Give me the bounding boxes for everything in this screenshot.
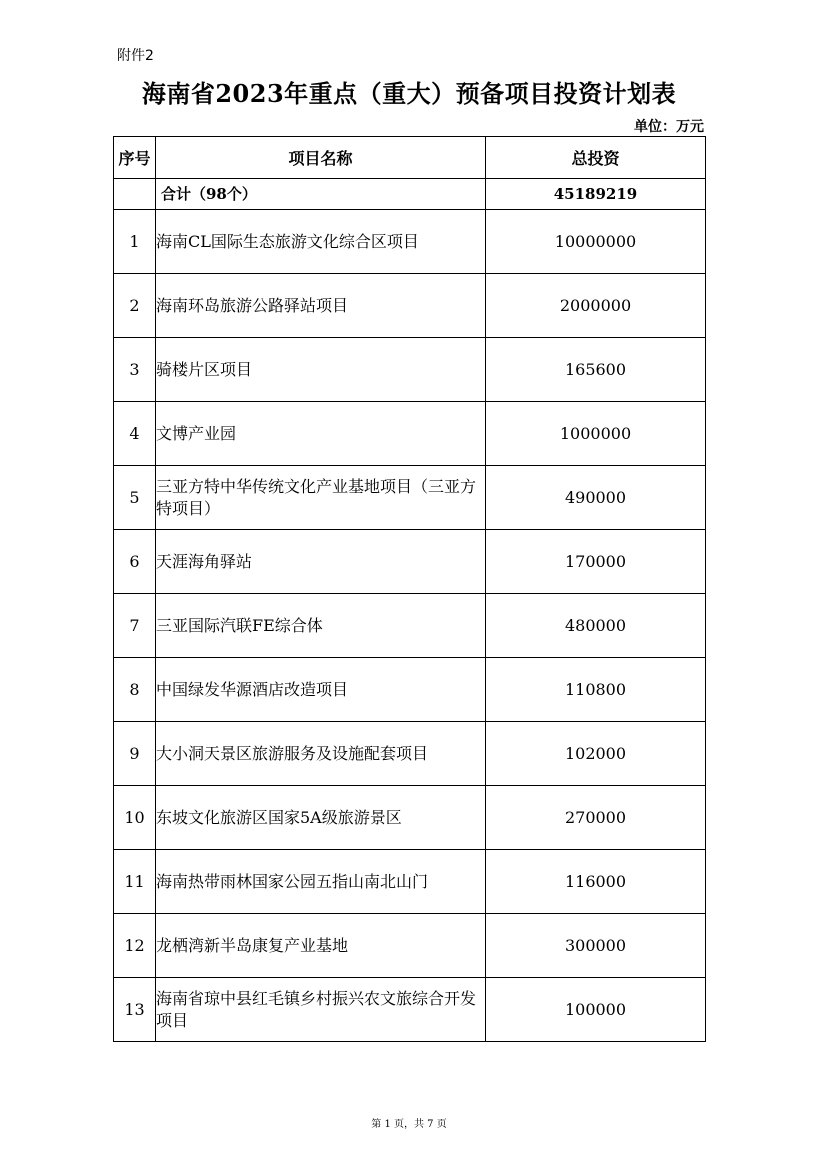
unit-label: 单位：万元 xyxy=(634,119,704,135)
page-footer: 第 1 页，共 7 页 xyxy=(371,1119,447,1130)
row-index: 9 xyxy=(114,722,156,786)
column-header-name: 项目名称 xyxy=(156,137,486,179)
row-index: 8 xyxy=(114,658,156,722)
row-index: 11 xyxy=(114,850,156,914)
row-index: 4 xyxy=(114,402,156,466)
table-row xyxy=(114,210,706,274)
table-row xyxy=(114,594,706,658)
column-header-investment: 总投资 xyxy=(486,137,706,179)
summary-label: 合计（98个） xyxy=(156,179,486,210)
total-investment: 2000000 xyxy=(486,274,706,338)
total-investment: 300000 xyxy=(486,914,706,978)
investment-plan-table xyxy=(113,136,706,1042)
row-index: 5 xyxy=(114,466,156,530)
table-row xyxy=(114,914,706,978)
summary-row xyxy=(114,179,706,210)
project-name: 三亚国际汽联FE综合体 xyxy=(156,594,486,658)
total-investment: 116000 xyxy=(486,850,706,914)
project-name: 文博产业园 xyxy=(156,402,486,466)
table-row xyxy=(114,466,706,530)
total-investment: 102000 xyxy=(486,722,706,786)
project-name: 龙栖湾新半岛康复产业基地 xyxy=(156,914,486,978)
row-index: 13 xyxy=(114,978,156,1042)
total-investment: 100000 xyxy=(486,978,706,1042)
table-row xyxy=(114,722,706,786)
total-investment: 480000 xyxy=(486,594,706,658)
attachment-label: 附件2 xyxy=(117,48,154,64)
total-investment: 10000000 xyxy=(486,210,706,274)
table-header-row xyxy=(114,137,706,179)
project-name: 大小洞天景区旅游服务及设施配套项目 xyxy=(156,722,486,786)
table-row xyxy=(114,530,706,594)
project-name: 海南热带雨林国家公园五指山南北山门 xyxy=(156,850,486,914)
total-investment: 1000000 xyxy=(486,402,706,466)
table-row xyxy=(114,786,706,850)
table-row xyxy=(114,658,706,722)
column-header-index: 序号 xyxy=(114,137,156,179)
table-row xyxy=(114,274,706,338)
table-row xyxy=(114,978,706,1042)
project-name: 天涯海角驿站 xyxy=(156,530,486,594)
table-row xyxy=(114,850,706,914)
page-title: 海南省2023年重点（重大）预备项目投资计划表 xyxy=(141,79,677,108)
project-name: 中国绿发华源酒店改造项目 xyxy=(156,658,486,722)
project-name: 三亚方特中华传统文化产业基地项目（三亚方特项目） xyxy=(156,466,486,530)
project-name: 东坡文化旅游区国家5A级旅游景区 xyxy=(156,786,486,850)
row-index: 10 xyxy=(114,786,156,850)
row-index: 7 xyxy=(114,594,156,658)
summary-total: 45189219 xyxy=(486,179,706,210)
table-row xyxy=(114,338,706,402)
summary-index-cell xyxy=(114,179,156,210)
row-index: 12 xyxy=(114,914,156,978)
row-index: 2 xyxy=(114,274,156,338)
project-name: 海南CL国际生态旅游文化综合区项目 xyxy=(156,210,486,274)
row-index: 3 xyxy=(114,338,156,402)
project-name: 海南省琼中县红毛镇乡村振兴农文旅综合开发项目 xyxy=(156,978,486,1042)
project-name: 海南环岛旅游公路驿站项目 xyxy=(156,274,486,338)
table-row xyxy=(114,402,706,466)
total-investment: 490000 xyxy=(486,466,706,530)
total-investment: 165600 xyxy=(486,338,706,402)
total-investment: 110800 xyxy=(486,658,706,722)
total-investment: 270000 xyxy=(486,786,706,850)
project-name: 骑楼片区项目 xyxy=(156,338,486,402)
total-investment: 170000 xyxy=(486,530,706,594)
row-index: 6 xyxy=(114,530,156,594)
row-index: 1 xyxy=(114,210,156,274)
